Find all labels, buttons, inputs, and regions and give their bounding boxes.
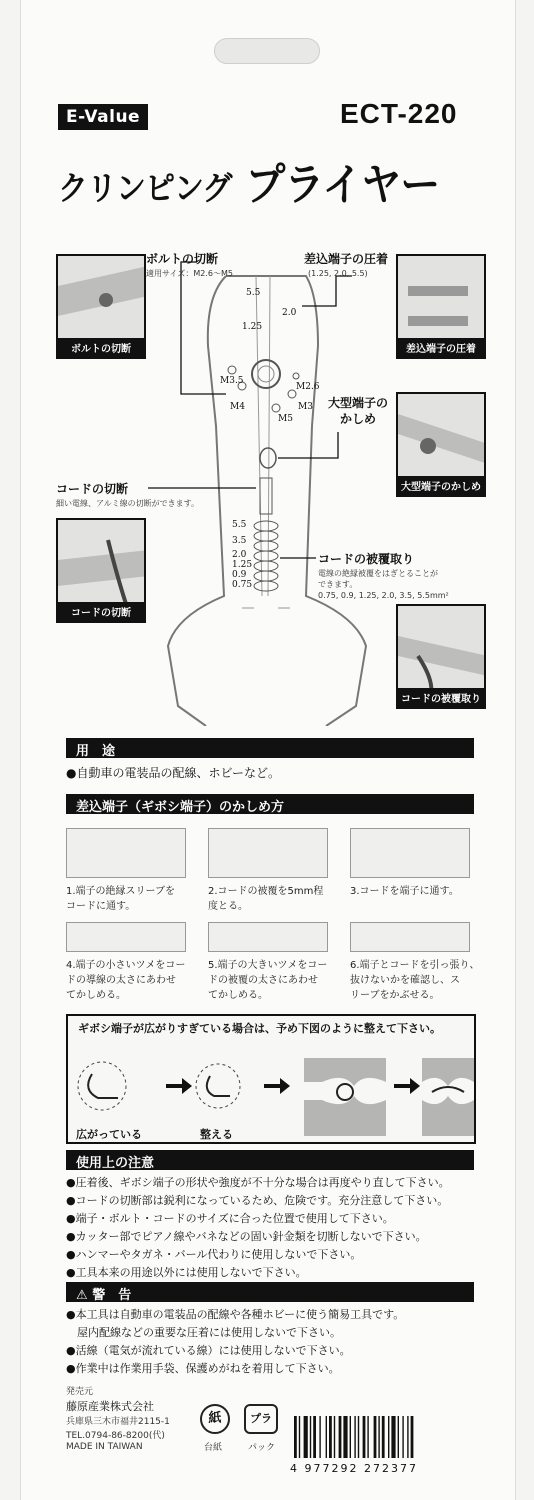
terminal-fix-box [66,1014,476,1144]
plastic-recycle-icon [244,1404,278,1434]
caution-item: ●ハンマーやタガネ・バール代わりに使用しないで下さい。 [66,1248,362,1261]
crimp-size: 1.25 [242,322,263,332]
fix-box-title: ギボシ端子が広がりすぎている場合は、予め下図のように整えて下さい。 [78,1022,441,1035]
barcode-number: 4 977292 272377 [290,1462,418,1475]
crimp-step [66,922,196,1003]
step-illustration [208,828,328,878]
strip-sub-3: 0.75, 0.9, 1.25, 2.0, 3.5, 5.5mm² [318,591,449,600]
warning-triangle-icon: ⚠ [76,1288,88,1303]
crimp-step [208,828,338,914]
warning-item: ●活線（電気が流れている線）には使用しないで下さい。 [66,1344,351,1357]
cord-cut-label: コードの切断 [56,482,129,496]
warning-item: ●本工具は自動車の電装品の配線や各種ホビーに使う簡易工具です。 [66,1308,405,1321]
crimp-step [350,922,480,1003]
step-text: 6.端子とコードを引っ張り、 抜けないかを確認し、ス リーブをかぶせる。 [350,960,480,1001]
step-text: 2.コードの被覆を5mm程 度とる。 [208,886,324,912]
photo-caption: 差込端子の圧着 [398,338,484,357]
hang-hole [214,38,320,64]
crimp-size: 5.5 [246,288,261,298]
title-large: プライヤー [245,159,440,211]
caution-item: ●工具本来の用途以外には使用しないで下さい。 [66,1266,307,1279]
paper-recycle-label: 台紙 [204,1443,223,1453]
step-illustration [66,828,186,878]
strip-size: 0.9 [232,570,247,580]
large-crimp-label-1: 大型端子の [328,396,389,410]
bolt-size: M3 [298,402,313,412]
crimp-step [350,828,480,899]
warning-item: ●作業中は作業用手袋、保護めがねを着用して下さい。 [66,1362,340,1375]
step-text: 5.端子の大きいツメをコー ドの被覆の太さにあわせ てかしめる。 [208,960,328,1001]
step-illustration [208,922,328,952]
company-tel: TEL.0794-86-8200(代) [66,1431,165,1441]
strip-size: 5.5 [232,520,247,530]
warning-heading [66,1282,474,1302]
large-crimp-label-2: かしめ [340,412,377,426]
caution-heading: 使用上の注意 [66,1150,474,1170]
plastic-recycle-text: プラ [250,1412,272,1425]
label-spread: 広がっている [76,1128,142,1141]
bolt-size: M4 [230,402,245,412]
company-address: 兵庫県三木市福井2115-1 [66,1417,170,1427]
photo-caption: コードの被覆取り [398,688,484,707]
title-small: クリンピング [58,169,232,209]
paper-recycle-text: 紙 [208,1411,222,1426]
plastic-recycle-label: パック [248,1443,276,1453]
step-illustration [66,922,186,952]
caution-item: ●カッター部でピアノ線やバネなどの固い針金類を切断しないで下さい。 [66,1230,427,1243]
caution-item: ●端子・ボルト・コードのサイズに合った位置で使用して下さい。 [66,1212,394,1225]
usage-heading: 用 途 [66,738,474,758]
strip-sub-1: 電線の絶縁被覆をはぎとることが [318,569,438,578]
step-text: 1.端子の絶縁スリーブを コードに通す。 [66,886,176,912]
step-text: 3.コードを端子に通す。 [350,886,459,897]
warning-item: 屋内配線などの重要な圧着には使用しないで下さい。 [66,1326,341,1339]
photo-caption: ボルトの切断 [58,338,144,357]
bolt-size: M2.6 [296,382,320,392]
strip-size: 0.75 [232,580,253,590]
crimp-step [208,922,338,1003]
bolt-cut-sub: 適用サイズ：M2.6〜M5 [146,269,233,278]
paper-recycle-icon [200,1404,230,1434]
fix-illustration [68,1040,474,1140]
crimp-method-heading: 差込端子（ギボシ端子）のかしめ方 [66,794,474,814]
strip-sub-2: できます。 [318,580,358,589]
model-number: ECT-220 [340,98,458,129]
brand-logo: E-Value [58,104,148,130]
photo-caption: コードの切断 [58,602,144,621]
strip-label: コードの被覆取り [318,552,415,566]
usage-text: ●自動車の電装品の配線、ホビーなど。 [66,766,280,780]
made-in: MADE IN TAIWAN [66,1442,143,1452]
strip-size: 1.25 [232,560,253,570]
warning-heading-text: 警 告 [92,1288,132,1303]
step-illustration [350,828,470,878]
product-title [58,150,439,213]
strip-size: 2.0 [232,550,247,560]
bolt-size: M5 [278,414,293,424]
photo-bolt-cut [56,254,146,359]
insert-crimp-sub: (1.25, 2.0, 5.5) [308,269,368,278]
insert-crimp-label: 差込端子の圧着 [304,252,389,266]
photo-large-crimp [396,392,486,497]
company-name: 藤原産業株式会社 [66,1400,154,1413]
photo-insert-crimp [396,254,486,359]
caution-item: ●圧着後、ギボシ端子の形状や強度が不十分な場合は再度やり直して下さい。 [66,1176,450,1189]
cord-cut-sub: 細い電線、アルミ線の切断ができます。 [56,499,200,508]
strip-size: 3.5 [232,536,247,546]
step-illustration [350,922,470,952]
bolt-cut-label: ボルトの切断 [146,252,219,266]
photo-cord-cut [56,518,146,623]
step-text: 4.端子の小さいツメをコー ドの導線の太さにあわせ てかしめる。 [66,960,186,1001]
label-fix: 整える [200,1128,233,1141]
bolt-size: M3.5 [220,376,244,386]
crimp-size: 2.0 [282,308,297,318]
crimp-step [66,828,196,914]
photo-strip [396,604,486,709]
seller-label: 発売元 [66,1387,94,1397]
caution-item: ●コードの切断部は鋭利になっているため、危険です。充分注意して下さい。 [66,1194,449,1207]
photo-caption: 大型端子のかしめ [398,476,484,495]
